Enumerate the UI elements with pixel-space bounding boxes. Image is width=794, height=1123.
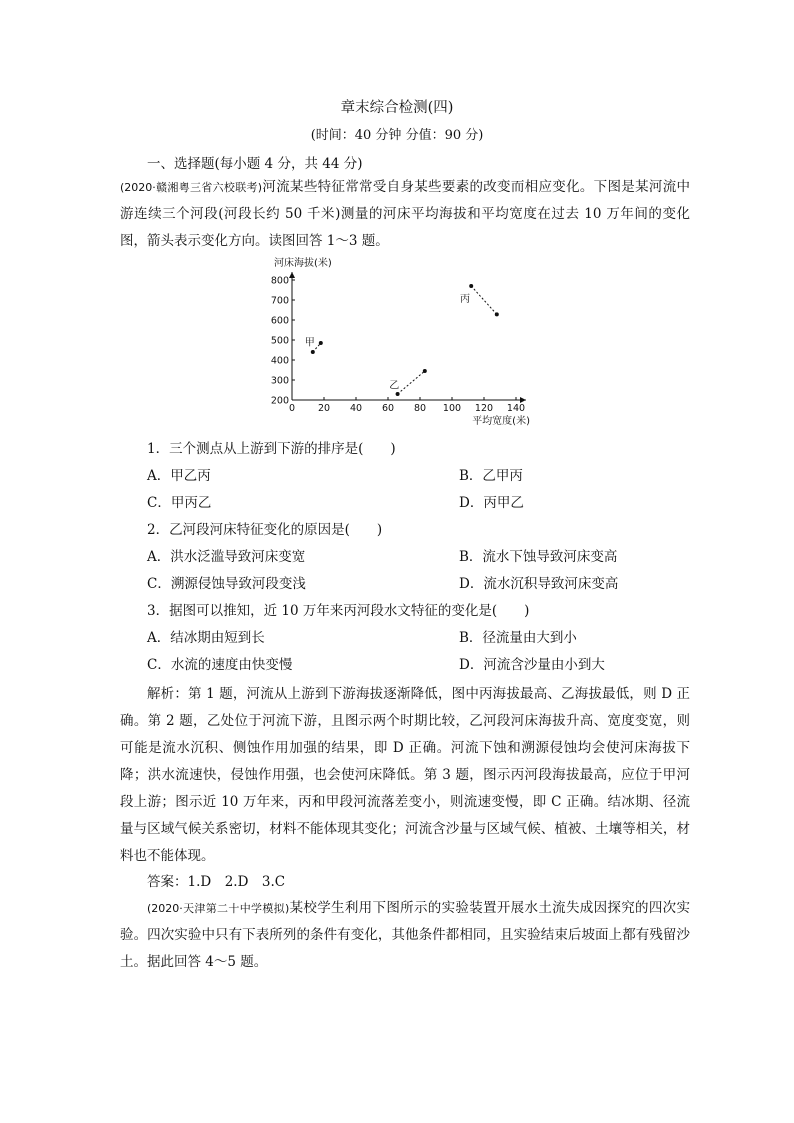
intro-paragraph-2 xyxy=(120,895,690,976)
x-tick-label: 20 xyxy=(317,403,331,414)
y-tick-label: 600 xyxy=(270,315,289,327)
question-2: 2．乙河段河床特征变化的原因是( ) xyxy=(147,522,383,538)
y-tick-label: 500 xyxy=(270,335,289,347)
page-title: 章末综合检测(四) xyxy=(340,100,454,116)
y-tick-label: 200 xyxy=(270,395,289,407)
data-point xyxy=(311,350,315,354)
y-tick-label: 400 xyxy=(270,355,289,367)
data-point xyxy=(319,341,323,345)
question-1: 1．三个测点从上游到下游的排序是( ) xyxy=(147,441,396,457)
y-tick-label: 700 xyxy=(270,295,289,307)
page-subtitle: (时间：40 分钟 分值：90 分) xyxy=(310,128,484,143)
x-tick-label: 40 xyxy=(349,403,363,414)
y-tick-label: 800 xyxy=(270,275,289,287)
data-point xyxy=(423,369,427,373)
q3-option-b: B．径流量由大到小 xyxy=(459,630,577,646)
q2-option-a: A．洪水泛滥导致河床变宽 xyxy=(147,549,306,565)
x-tick-label: 140 xyxy=(506,403,526,414)
x-tick-label: 0 xyxy=(288,403,296,414)
section-heading: 一、选择题(每小题 4 分，共 44 分) xyxy=(147,156,363,172)
intro-paragraph-1 xyxy=(120,174,690,255)
y-axis-label: 河床海拔(米) xyxy=(274,258,332,269)
series-line xyxy=(471,286,497,314)
question-3: 3．据图可以推知，近 10 万年来丙河段水文特征的变化是( ) xyxy=(147,603,530,619)
y-axis-arrow xyxy=(289,272,295,278)
data-point xyxy=(396,392,400,396)
intro-text-2: 某校学生利用下图所示的实验装置开展水土流失成因探究的四次实验。四次实验中只有下表所列的条件有变化，其他条件都相同，且实验结束后坡面上都有残留沙土。据此回答 4～5 题。 xyxy=(120,900,691,970)
q1-option-b: B．乙甲丙 xyxy=(459,468,523,484)
y-tick-label: 300 xyxy=(270,375,289,387)
q3-option-c: C．水流的速度由快变慢 xyxy=(147,657,293,673)
x-axis-label: 平均宽度(米) xyxy=(472,416,530,427)
analysis-paragraph: 解析：第 1 题，河流从上游到下游海拔逐渐降低，图中丙海拔最高、乙海拔最低，则 D 正确。第 2 题，乙处位于河流下游，且图示两个时期比较，乙河段河床海拔升高、宽度变宽，则可能是流水沉积、侧蚀作用加强的结果，即 D 正确。河流下蚀和溯源侵蚀均会使河床海拔下降；洪水流速快，侵蚀作用强，也会使河床降低。第 3 题，图示丙河段海拔最高，应位于甲河段上游；图示近 10 万年来，丙和甲段河流落差变小，则流速变慢，即 C 正确。结冰期、径流量与区域气候关系密切，材料不能体现其变化；河流含沙量与区域气候、植被、土壤等相关，材料也不能体现。 xyxy=(120,686,690,864)
q1-option-d: D．丙甲乙 xyxy=(459,495,524,511)
chart xyxy=(260,252,560,432)
q2-option-d: D．流水沉积导致河床变高 xyxy=(459,576,619,592)
series-label: 甲 xyxy=(304,337,315,349)
x-tick-label: 100 xyxy=(442,403,462,414)
data-point xyxy=(495,312,499,316)
series-label: 丙 xyxy=(460,294,470,306)
series-line xyxy=(398,371,425,394)
source-note-2: (2020·天津第二十中学模拟) xyxy=(147,902,290,915)
q2-option-c: C．溯源侵蚀导致河段变浅 xyxy=(147,576,306,592)
x-tick-label: 120 xyxy=(474,403,494,414)
q3-option-a: A．结冰期由短到长 xyxy=(147,630,265,646)
q2-option-b: B．流水下蚀导致河床变高 xyxy=(459,549,618,565)
series-label: 乙 xyxy=(389,380,400,392)
answer-line: 答案：1.D 2.D 3.C xyxy=(147,874,286,890)
intro-text: 河流某些特征常常受自身某些要素的改变而相应变化。下图是某河流中游连续三个河段(河段长约 50 千米)测量的河床平均海拔和平均宽度在过去 10 万年间的变化图，箭头表示变化方向。读图回答 1～3 题。 xyxy=(120,179,691,249)
x-tick-label: 80 xyxy=(413,403,427,414)
q3-option-d: D．河流含沙量由小到大 xyxy=(459,657,605,673)
x-tick-label: 60 xyxy=(381,403,395,414)
q1-option-a: A．甲乙丙 xyxy=(147,468,211,484)
q1-option-c: C．甲丙乙 xyxy=(147,495,212,511)
data-point xyxy=(469,284,473,288)
source-note: (2020·赣湘粤三省六校联考) xyxy=(120,181,263,194)
